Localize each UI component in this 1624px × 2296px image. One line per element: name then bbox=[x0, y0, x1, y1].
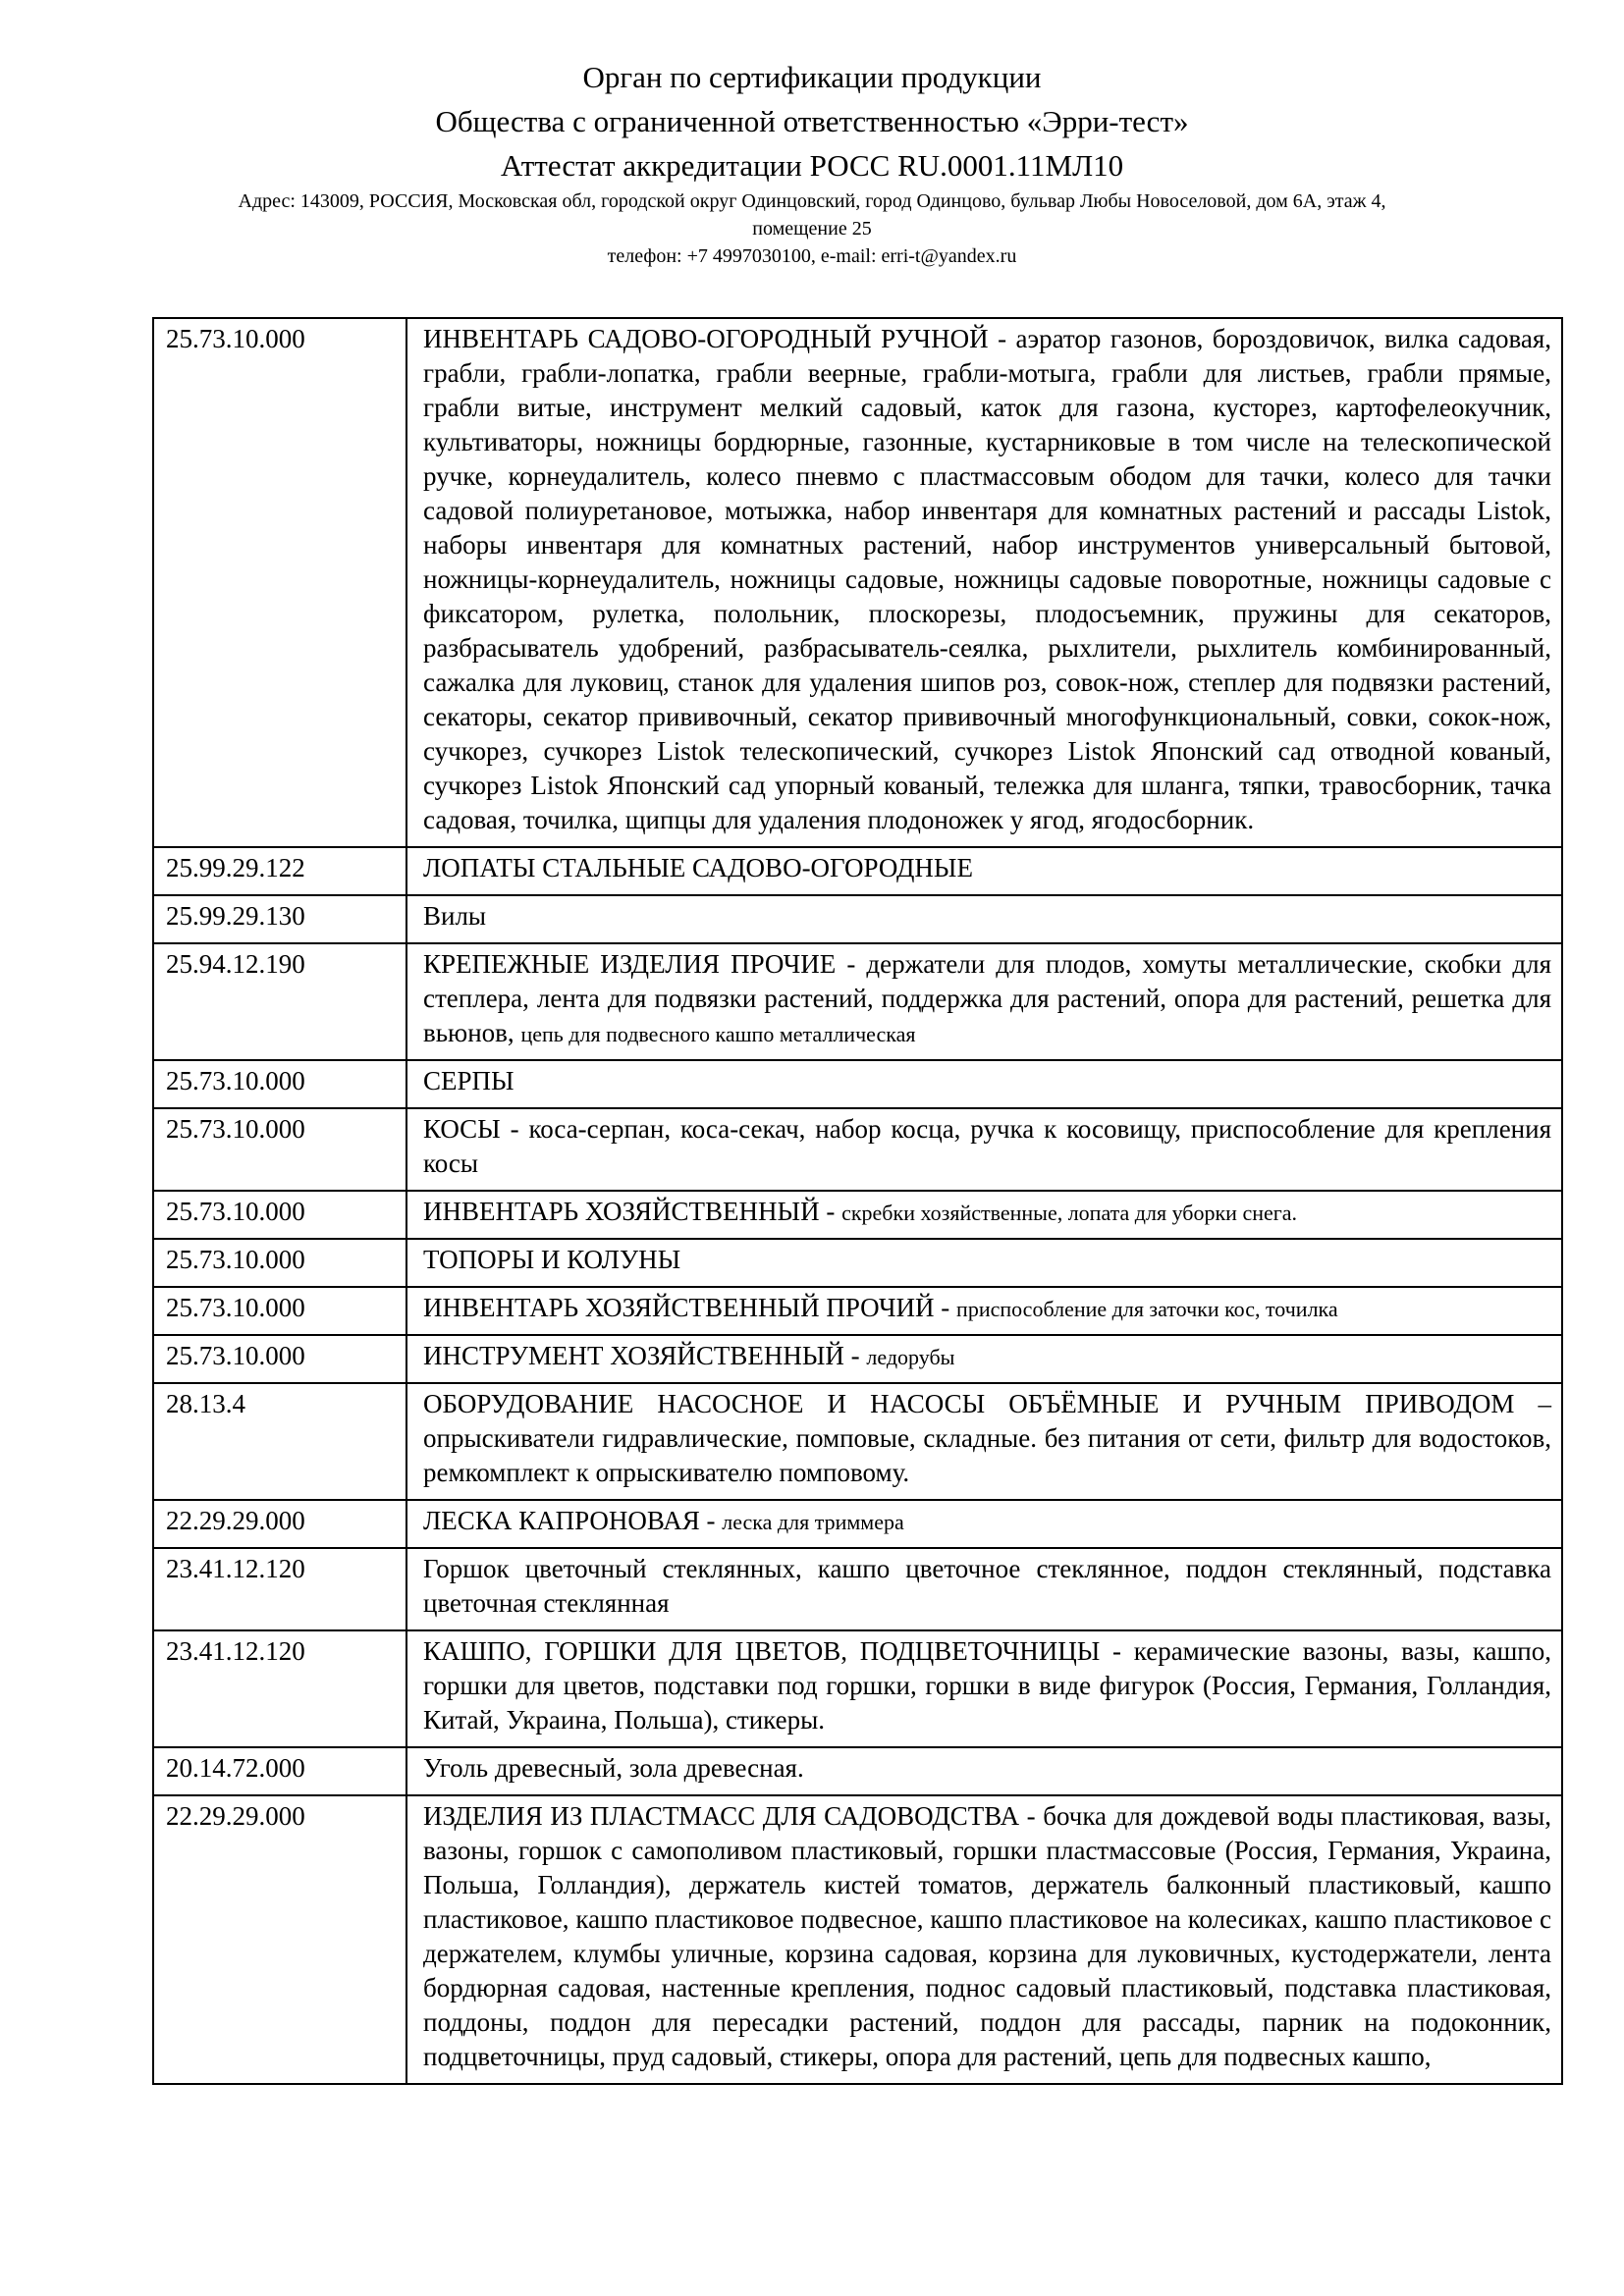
description-main: ЛОПАТЫ СТАЛЬНЫЕ САДОВО-ОГОРОДНЫЕ bbox=[423, 853, 973, 882]
code-cell: 25.99.29.122 bbox=[153, 847, 406, 895]
code-cell: 25.73.10.000 bbox=[153, 1335, 406, 1383]
code-cell: 22.29.29.000 bbox=[153, 1500, 406, 1548]
description-cell bbox=[406, 1630, 1562, 1747]
table-row bbox=[153, 1108, 1562, 1191]
table-row bbox=[153, 318, 1562, 847]
description-cell bbox=[406, 943, 1562, 1060]
description-cell bbox=[406, 1500, 1562, 1548]
code-cell: 23.41.12.120 bbox=[153, 1630, 406, 1747]
description-main: Горшок цветочный стеклянных, кашпо цветочное стеклянное, поддон стеклянный, подставка цветочная стеклянная bbox=[423, 1554, 1551, 1618]
code-cell: 22.29.29.000 bbox=[153, 1795, 406, 2084]
description-main: ИНВЕНТАРЬ ХОЗЯЙСТВЕННЫЙ ПРОЧИЙ - bbox=[423, 1293, 957, 1322]
table-row bbox=[153, 1548, 1562, 1630]
table-row bbox=[153, 1060, 1562, 1108]
description-small: цепь для подвесного кашпо металлическая bbox=[520, 1022, 916, 1046]
description-cell bbox=[406, 1548, 1562, 1630]
description-main: КАШПО, ГОРШКИ ДЛЯ ЦВЕТОВ, ПОДЦВЕТОЧНИЦЫ - керамические вазоны, вазы, кашпо, горшки для цветов, подставки под горшки, горшки в виде фигурок (Россия, Германия, Голландия, Китай, Украина, Польша), стикеры. bbox=[423, 1636, 1551, 1735]
description-main: ИНВЕНТАРЬ САДОВО-ОГОРОДНЫЙ РУЧНОЙ - аэратор газонов, бороздовичок, вилка садовая, грабли, грабли-лопатка, грабли веерные, грабли-мотыга, грабли для листьев, грабли прямые, грабли витые, инструмент мелкий садовый, каток для газона, кусторез, картофелеокучник, культиваторы, ножницы бордюрные, газонные, кустарниковые в том числе на телескопической ручке, корнеудалитель, колесо пневмо с пластмассовым ободом для тачки, колесо для тачки садовой полиуретановое, мотыжка, набор инвентаря для комнатных растений и рассады Listok, наборы инвентаря для комнатных растений, набор инструментов универсальный бытовой, ножницы-корнеудалитель, ножницы садовые, ножницы садовые поворотные, ножницы садовые с фиксатором, рулетка, полольник, плоскорезы, плодосъемник, пружины для секаторов, разбрасыватель удобрений, разбрасыватель-сеялка, рыхлители, рыхлитель комбинированный, сажалка для луковиц, станок для удаления шипов роз, совок-нож, степлер для подвязки растений, секаторы, секатор прививочный, секатор прививочный многофункциональный, совки, сокок-нож, сучкорез, сучкорез Listok телескопический, сучкорез Listok Японский сад отводной кованый, сучкорез Listok Японский сад упорный кованый, тележка для шланга, тяпки, травосборник, тачка садовая, точилка, щипцы для удаления плодоножек у ягод, ягодосборник. bbox=[423, 324, 1551, 834]
description-main: СЕРПЫ bbox=[423, 1066, 514, 1095]
address-line-1: Адрес: 143009, РОССИЯ, Московская обл, городской округ Одинцовский, город Одинцово, бульвар Любы Новоселовой, дом 6А, этаж 4, bbox=[238, 190, 1386, 212]
org-name: Общества с ограниченной ответственностью «Эрри-тест» bbox=[435, 104, 1189, 138]
code-cell: 28.13.4 bbox=[153, 1383, 406, 1500]
table-row bbox=[153, 1747, 1562, 1795]
table-row bbox=[153, 847, 1562, 895]
description-cell bbox=[406, 1060, 1562, 1108]
description-cell bbox=[406, 847, 1562, 895]
code-cell: 20.14.72.000 bbox=[153, 1747, 406, 1795]
description-cell bbox=[406, 1795, 1562, 2084]
code-cell: 23.41.12.120 bbox=[153, 1548, 406, 1630]
description-main: ИЗДЕЛИЯ ИЗ ПЛАСТМАСС ДЛЯ САДОВОДСТВА - бочка для дождевой воды пластиковая, вазы, вазоны, горшок с самополивом пластиковый, горшки пластмассовые (Россия, Германия, Украина, Польша, Голландия), держатель кистей томатов, держатель балконный пластиковый, кашпо пластиковое, кашпо пластиковое подвесное, кашпо пластиковое на колесиках, кашпо пластиковое с держателем, клумбы уличные, корзина садовая, корзина для луковичных, кустодержатели, лента бордюрная садовая, настенные крепления, поднос садовый пластиковый, подставка пластиковая, поддоны, поддон для пересадки растений, поддон для рассады, парник на подоконник, подцветочницы, пруд садовый, стикеры, опора для растений, цепь для подвесных кашпо, bbox=[423, 1801, 1551, 2071]
code-cell: 25.73.10.000 bbox=[153, 1239, 406, 1287]
code-cell: 25.99.29.130 bbox=[153, 895, 406, 943]
code-cell: 25.73.10.000 bbox=[153, 318, 406, 847]
description-main: ИНВЕНТАРЬ ХОЗЯЙСТВЕННЫЙ - bbox=[423, 1197, 842, 1226]
table-row bbox=[153, 1335, 1562, 1383]
table-row bbox=[153, 895, 1562, 943]
description-main: КОСЫ - коса-серпан, коса-секач, набор косца, ручка к косовищу, приспособление для крепления косы bbox=[423, 1114, 1551, 1178]
contact-line: телефон: +7 4997030100, e-mail: erri-t@yandex.ru bbox=[607, 245, 1017, 267]
description-cell bbox=[406, 1108, 1562, 1191]
description-small: приспособление для заточки кос, точилка bbox=[956, 1297, 1338, 1321]
description-main: ЛЕСКА КАПРОНОВАЯ - bbox=[423, 1506, 723, 1535]
code-cell: 25.73.10.000 bbox=[153, 1060, 406, 1108]
description-cell bbox=[406, 1239, 1562, 1287]
description-main: ОБОРУДОВАНИЕ НАСОСНОЕ И НАСОСЫ ОБЪЁМНЫЕ И РУЧНЫМ ПРИВОДОМ – опрыскиватели гидравлические, помповые, складные. без питания от сети, фильтр для водостоков, ремкомплект к опрыскивателю помповому. bbox=[423, 1389, 1551, 1487]
description-main: ТОПОРЫ И КОЛУНЫ bbox=[423, 1245, 681, 1274]
table-row bbox=[153, 1795, 1562, 2084]
code-cell: 25.73.10.000 bbox=[153, 1108, 406, 1191]
table-row bbox=[153, 943, 1562, 1060]
description-cell bbox=[406, 1335, 1562, 1383]
products-table bbox=[152, 317, 1563, 2085]
description-cell bbox=[406, 895, 1562, 943]
description-cell bbox=[406, 1383, 1562, 1500]
description-main: КРЕПЕЖНЫЕ ИЗДЕЛИЯ ПРОЧИЕ - держатели для плодов, хомуты металлические, скобки для степлера, лента для подвязки растений, поддержка для растений, опора для растений, решетка для вьюнов, bbox=[423, 949, 1551, 1047]
description-small: ледорубы bbox=[866, 1345, 955, 1369]
description-cell bbox=[406, 318, 1562, 847]
description-cell bbox=[406, 1191, 1562, 1239]
table-row bbox=[153, 1383, 1562, 1500]
document-header bbox=[0, 0, 1624, 270]
description-main: ИНСТРУМЕНТ ХОЗЯЙСТВЕННЫЙ - bbox=[423, 1341, 867, 1370]
description-small: леска для триммера bbox=[722, 1510, 904, 1534]
description-cell bbox=[406, 1287, 1562, 1335]
description-main: Вилы bbox=[423, 901, 487, 931]
code-cell: 25.73.10.000 bbox=[153, 1287, 406, 1335]
description-cell bbox=[406, 1747, 1562, 1795]
address-line-2: помещение 25 bbox=[752, 218, 872, 240]
code-cell: 25.94.12.190 bbox=[153, 943, 406, 1060]
accreditation-number: Аттестат аккредитации РОСС RU.0001.11МЛ10 bbox=[500, 148, 1124, 183]
table-row bbox=[153, 1500, 1562, 1548]
table-row bbox=[153, 1191, 1562, 1239]
table-row bbox=[153, 1630, 1562, 1747]
table-row bbox=[153, 1287, 1562, 1335]
table-row bbox=[153, 1239, 1562, 1287]
description-main: Уголь древесный, зола древесная. bbox=[423, 1753, 804, 1783]
description-small: скребки хозяйственные, лопата для уборки снега. bbox=[841, 1201, 1298, 1225]
org-type-title: Орган по сертификации продукции bbox=[582, 60, 1042, 94]
code-cell: 25.73.10.000 bbox=[153, 1191, 406, 1239]
